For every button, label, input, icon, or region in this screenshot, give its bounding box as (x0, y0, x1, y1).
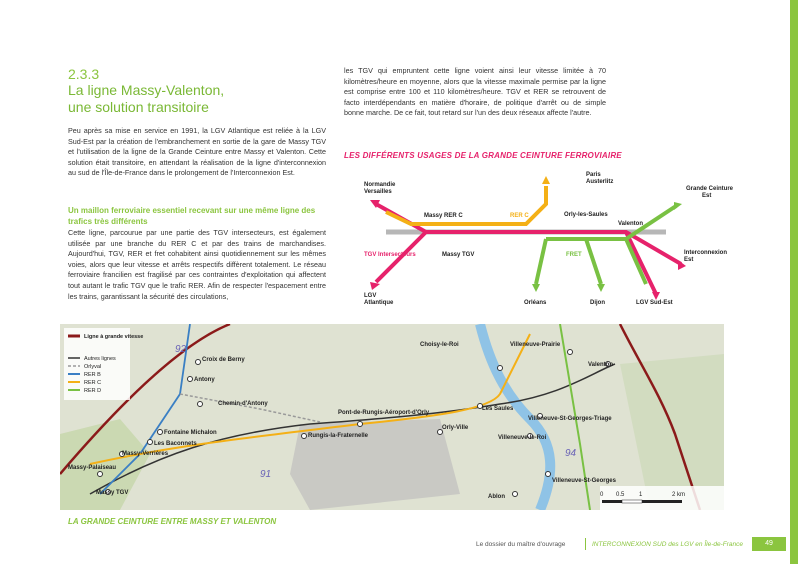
station-chemin: Chemin-d'Antony (218, 401, 268, 407)
station-orly-ville: Orly-Ville (442, 425, 469, 431)
label-austerlitz: Austerlitz (586, 179, 614, 185)
station-antony: Antony (194, 377, 215, 383)
label-normandie: Normandie (364, 182, 396, 188)
label-massy-rer-c: Massy RER C (424, 213, 463, 219)
legend-orlyval: Orlyval (84, 364, 102, 370)
footer-separator (585, 538, 586, 550)
legend-rerc: RER C (84, 380, 102, 386)
section-title-line2: une solution transitoire (68, 99, 209, 115)
footer-left: Le dossier du maître d'ouvrage (476, 541, 566, 548)
page-number: 49 (752, 537, 786, 551)
label-gc: Grande Ceinture (686, 186, 734, 192)
label-orleans: Orléans (524, 300, 547, 306)
station-croix: Croix de Berny (202, 357, 245, 363)
legend-rerb: RER B (84, 372, 101, 378)
station-rungis-aero: Pont-de-Rungis-Aéroport-d'Orly (338, 410, 430, 416)
map-scale-bar (600, 486, 724, 510)
label-rer-c: RER C (510, 213, 529, 219)
footer-right: INTERCONNEXION SUD des LGV en Île-de-France (592, 541, 743, 548)
legend-autres: Autres lignes (84, 356, 116, 362)
label-fret: FRET (566, 252, 582, 258)
label-interco-est: Est (684, 257, 694, 263)
arrow-gc-est (674, 202, 682, 210)
label-dijon: Dijon (590, 300, 605, 306)
label-tgv-inter: TGV Intersecteurs (364, 252, 416, 258)
label-lgv: LGV (364, 293, 377, 299)
station-rungis-frat: Rungis-la-Fraternelle (308, 433, 369, 439)
subheading: Un maillon ferroviaire essentiel recevant sur une même ligne des trafics très différents (68, 206, 316, 226)
dept-92: 92 (175, 344, 187, 355)
usage-diagram (356, 164, 746, 314)
green-side-rule (790, 0, 798, 564)
section-number: 2.3.3 (68, 66, 100, 82)
legend-rerd: RER D (84, 388, 102, 394)
station-massy-tgv: Massy TGV (96, 490, 129, 496)
arrow-paris (542, 176, 550, 184)
label-paris: Paris (586, 172, 601, 178)
station-vsg: Villeneuve-St-Georges (552, 478, 616, 484)
arrow-lgv-atl (370, 282, 380, 290)
station-vleroi: Villeneuve-le-Roi (498, 435, 547, 441)
scale-05: 0.5 (616, 492, 625, 498)
diagram-title: LES DIFFÉRENTS USAGES DE LA GRANDE CEINTURE FERROVIAIRE (344, 151, 622, 160)
scale-1: 1 (639, 492, 643, 498)
arrow-orleans (532, 284, 540, 292)
map-svg (60, 324, 724, 510)
scale-0: 0 (600, 492, 604, 498)
station-baconnets: Les Baconnets (154, 441, 197, 447)
label-orly-saules: Orly-les-Saules (564, 212, 608, 218)
station-les-saules-1: Les Saules (482, 406, 514, 412)
label-interco: Interconnexion (684, 250, 728, 256)
right-column-paragraph: les TGV qui empruntent cette ligne voient ainsi leur vitesse limitée à 70 kilomètres/heure en moyenne, alors que la vitesse maximale permise par la ligne est comprise entre 100 et 110 kilomètres/heure. TGV et RER se retrouvent de facto interdépendants en matière d'horaire, de politique d'arrêt ou de simple bonne marche. De ce fait, tout retard sur l'un des deux réseaux affecte l'autre. (344, 66, 606, 118)
station-vprairie: Villeneuve-Prairie (510, 342, 561, 348)
arrow-lgv-se (652, 292, 660, 300)
area-map (60, 324, 724, 510)
body-paragraph: Cette ligne, parcourue par une partie des TGV intersecteurs, est également utilisée par une branche du RER C et par des trains de marchandises. Aujourd'hui, TGV, RER et fret cohabitent ainsi quotidiennement sur les mêmes voies, alors que leur vitesse et arrêts respectifs diffèrent totalement. Le réseau ferroviaire francilien est fragilisé par ces contraintes d'exploitation qui affectent tout autant le trafic TGV que le trafic RER. Afin de respecter l'espacement entre les trains, garantissant la sécurité des circulations, (68, 228, 326, 301)
station-ablon: Ablon (488, 494, 505, 500)
label-valenton: Valenton (618, 221, 644, 227)
section-title-line1: La ligne Massy-Valenton, (68, 82, 225, 98)
station-massy-palaiseau: Massy-Palaiseau (68, 465, 117, 471)
dept-91: 91 (260, 469, 272, 480)
station-vsg-triage: Villeneuve-St-Georges-Triage (528, 416, 612, 422)
label-lgv-se: LGV Sud-Est (636, 300, 673, 306)
intro-paragraph: Peu après sa mise en service en 1991, la LGV Atlantique est reliée à la LGV Sud-Est par la création de l'embranchement en sortie de la gare de Massy TGV et l'utilisation de la ligne de la Grande Ceinture entre Massy et Valenton. Cette solution était transitoire, en attendant la réalisation de la ligne d'interconnexion au sud de l'Île-de-France dans le prolongement de l'Interconnexion Est. (68, 126, 326, 178)
dept-94: 94 (565, 448, 577, 459)
label-massy-tgv: Massy TGV (442, 252, 475, 258)
label-versailles: Versailles (364, 189, 392, 195)
map-caption: LA GRANDE CEINTURE ENTRE MASSY ET VALENTON (68, 517, 277, 526)
station-valenton: Valenton (588, 362, 614, 368)
scale-2km: 2 km (672, 492, 686, 498)
arrow-dijon (597, 284, 605, 292)
station-choisy: Choisy-le-Roi (420, 342, 459, 348)
legend-lgv: Ligne à grande vitesse (84, 334, 144, 340)
label-atlantique: Atlantique (364, 300, 394, 306)
station-fontaine: Fontaine Michalon (164, 430, 217, 436)
section-heading (68, 66, 328, 116)
station-massy-verrieres: Massy-Verrières (122, 451, 169, 457)
label-gc-est: Est (702, 193, 712, 199)
